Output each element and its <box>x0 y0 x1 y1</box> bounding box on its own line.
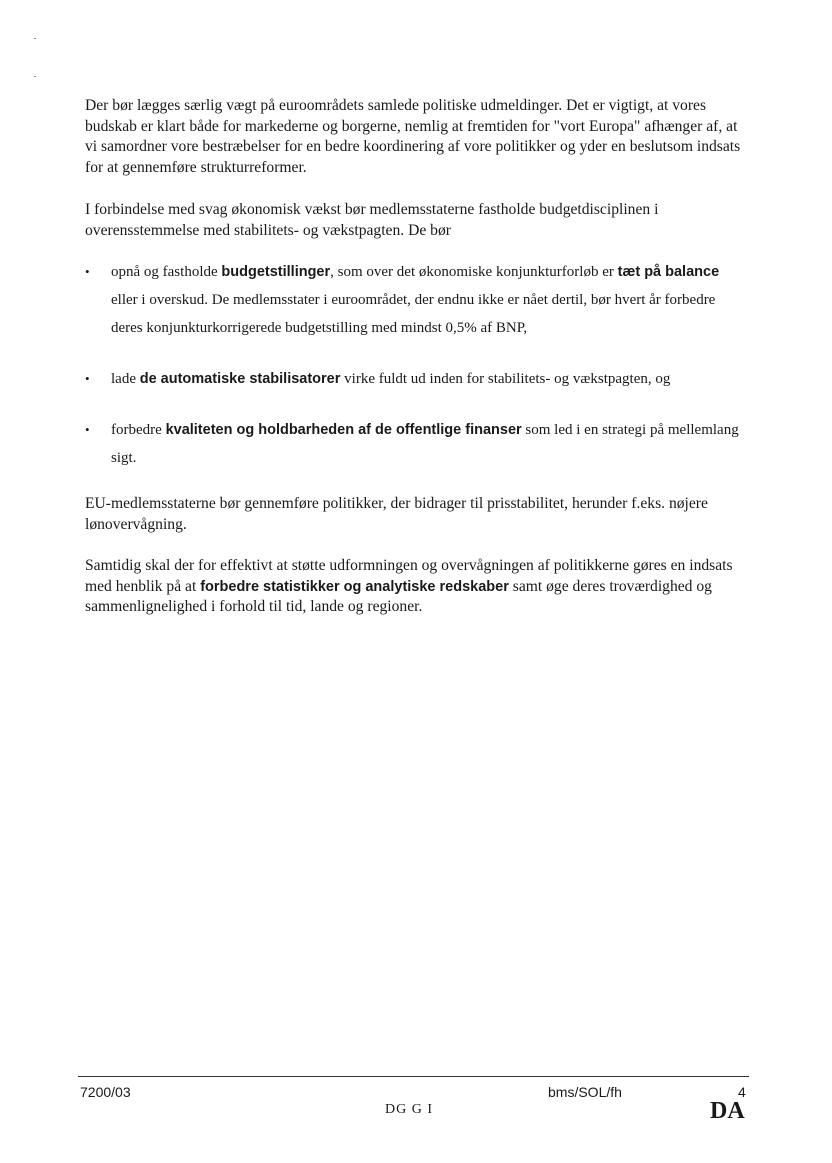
bullet-text: , som over det økonomiske konjunkturforløb er <box>330 264 618 280</box>
recommendation-list <box>85 258 745 472</box>
bullet-bold-text: budgetstillinger <box>221 264 331 280</box>
list-item-public-finances <box>85 416 745 472</box>
bullet-text: opnå og fastholde <box>111 264 222 280</box>
bullet-text: eller i overskud. De medlemsstater i euroområdet, der endnu ikke er nået dertil, bør hvert år forbedre deres konjunkturkorrigerede budgetstilling med mindst 0,5% af BNP, <box>111 292 716 336</box>
bullet-bold-text: tæt på balance <box>617 264 720 280</box>
bullet-text: som led i en strategi på mellemlang sigt. <box>111 422 739 466</box>
bullet-marker: • <box>85 371 90 386</box>
bullet-marker: • <box>85 264 90 279</box>
list-item-budget-positions <box>85 258 745 342</box>
bullet-text: virke fuldt ud inden for stabilitets- og vækstpagten, og <box>340 371 671 387</box>
scan-speck <box>34 38 36 39</box>
paragraph-text: Samtidig skal der for effektivt at støtte udformningen og overvågningen af politikkerne gøres en indsats med henblik på at <box>85 557 733 595</box>
bullet-bold-text: de automatiske stabilisatorer <box>139 371 341 387</box>
paragraph-price-stability: EU-medlemsstaterne bør gennemføre politikker, der bidrager til prisstabilitet, herunder f.eks. nøjere lønovervågning. <box>85 495 708 533</box>
footer-language-code: DA <box>710 1098 745 1124</box>
footer-document-number: 7200/03 <box>80 1084 131 1100</box>
paragraph-statistics <box>85 556 750 618</box>
bullet-text: lade <box>111 371 140 387</box>
paragraph-euro-area-message: Der bør lægges særlig vægt på euroområdets samlede politiske udmeldinger. Det er vigtigt, at vores budskab er klart både for markederne og borgerne, nemlig at fremtiden for "vort Europa" afhænger af, at vi samordner vore bestræbelser for en bedre koordinering af vore politikker og yder en beslutsom indsats for at gennemføre strukturreformer. <box>85 97 741 176</box>
paragraph-budget-discipline: I forbindelse med svag økonomisk vækst bør medlemsstaterne fastholde budgetdisciplinen i overensstemmelse med stabilitets- og vækstpagten. De bør <box>85 201 659 239</box>
footer-divider <box>78 1076 749 1077</box>
footer-reference: bms/SOL/fh <box>548 1084 622 1100</box>
bullet-marker: • <box>85 422 90 437</box>
footer-page-number: 4 <box>738 1084 746 1100</box>
bullet-bold-text: kvaliteten og holdbarheden af de offentlige finanser <box>165 422 522 438</box>
bullet-text: forbedre <box>111 422 166 438</box>
paragraph-text: samt øge deres troværdighed og sammenlignelighed i forhold til tid, lande og regioner. <box>85 577 712 615</box>
footer-directorate: DG G I <box>385 1102 433 1117</box>
scan-speck <box>34 76 36 77</box>
paragraph-bold-text: forbedre statistikker og analytiske redskaber <box>200 578 509 595</box>
list-item-automatic-stabilisers <box>85 365 745 393</box>
